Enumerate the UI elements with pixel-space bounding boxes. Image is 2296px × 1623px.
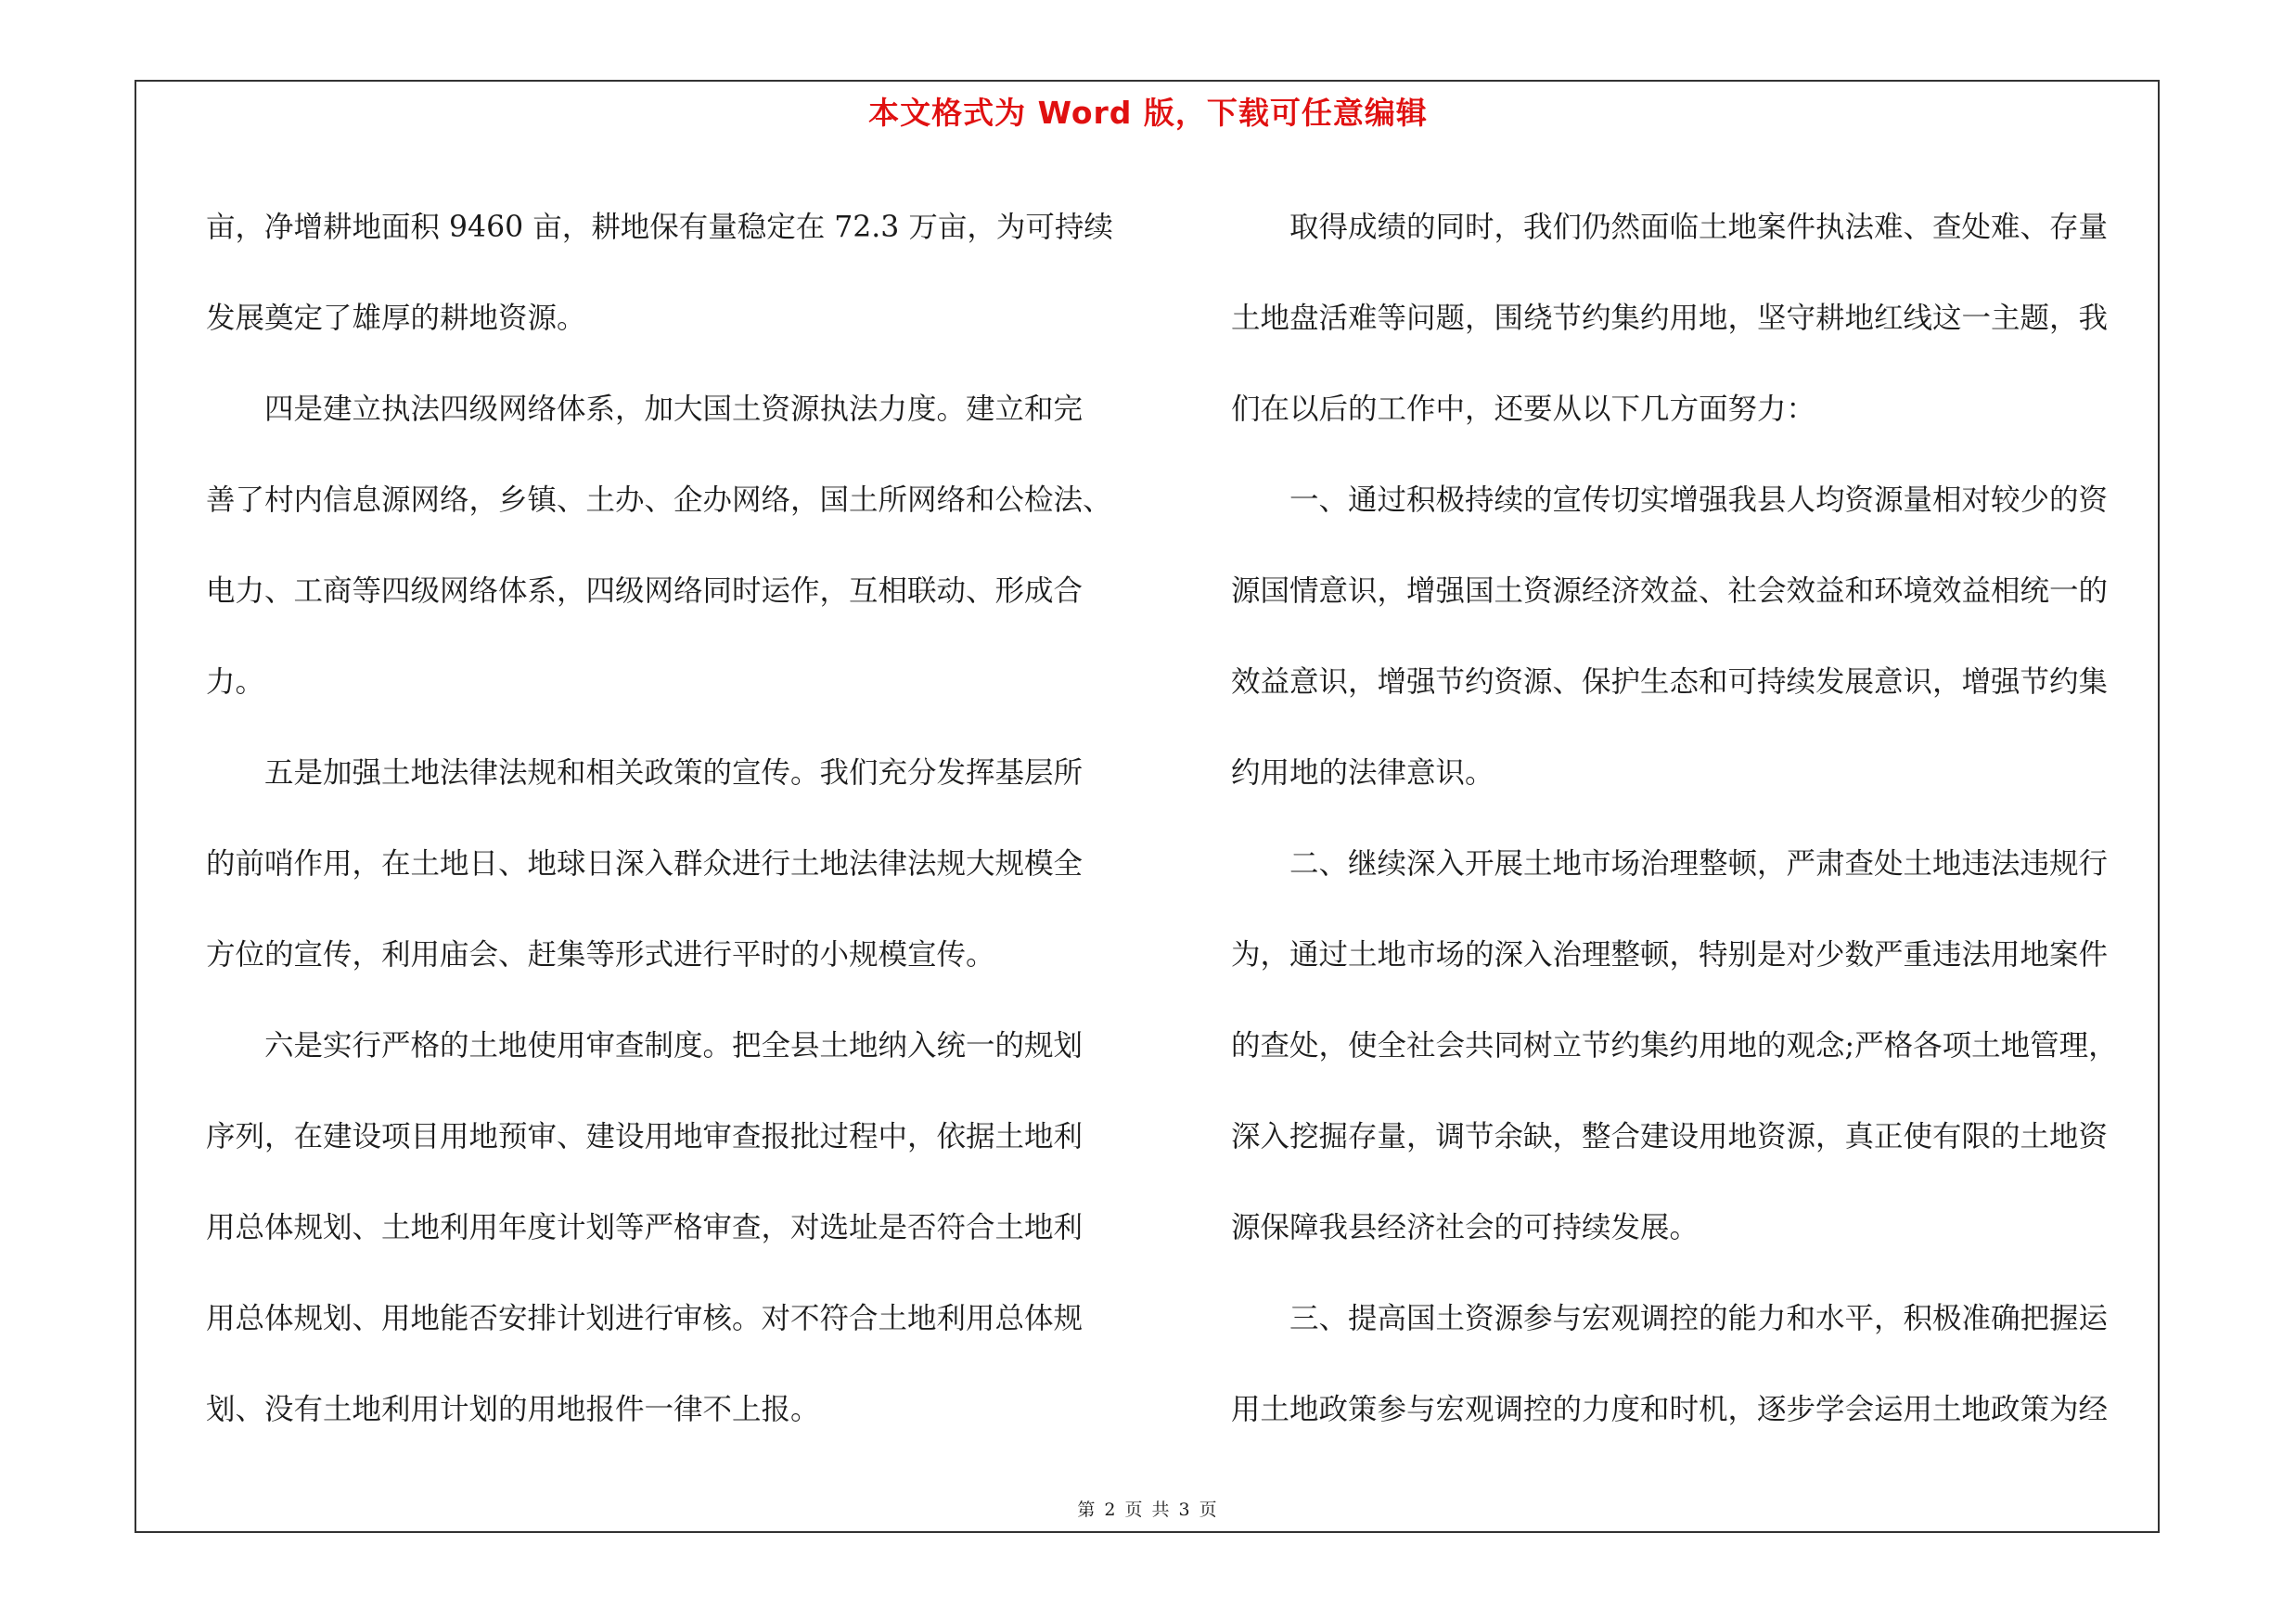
text-line: 用总体规划、用地能否安排计划进行审核。对不符合土地利用总体规	[206, 1302, 1084, 1335]
text-line: 力。	[206, 665, 265, 699]
text-line: 深入挖掘存量，调节余缺，整合建设用地资源，真正使有限的土地资	[1231, 1120, 2109, 1153]
text-line: 四是建立执法四级网络体系，加大国土资源执法力度。建立和完	[206, 393, 1084, 426]
right-column	[1231, 182, 2149, 1455]
text-line: 方位的宣传，利用庙会、赶集等形式进行平时的小规模宣传。	[206, 938, 995, 972]
text-line: 的前哨作用，在土地日、地球日深入群众进行土地法律法规大规模全	[206, 847, 1084, 881]
text-line: 三、提高国土资源参与宏观调控的能力和水平，积极准确把握运	[1231, 1302, 2109, 1335]
text-line: 序列，在建设项目用地预审、建设用地审查报批过程中，依据土地利	[206, 1120, 1084, 1153]
page-number-footer: 第 2 页 共 3 页	[1077, 1500, 1219, 1520]
text-line: 约用地的法律意识。	[1231, 756, 1494, 790]
text-line: 用总体规划、土地利用年度计划等严格审查，对选址是否符合土地利	[206, 1211, 1084, 1244]
text-line: 五是加强土地法律法规和相关政策的宣传。我们充分发挥基层所	[206, 756, 1084, 790]
header-banner: 本文格式为 Word 版，下载可任意编辑	[868, 95, 1428, 131]
left-column	[206, 182, 1124, 1455]
text-line: 划、没有土地利用计划的用地报件一律不上报。	[206, 1393, 820, 1426]
text-line: 亩，净增耕地面积 9460 亩，耕地保有量稳定在 72.3 万亩，为可持续	[206, 211, 1113, 244]
text-line: 土地盘活难等问题，围绕节约集约用地，坚守耕地红线这一主题，我	[1231, 302, 2109, 335]
text-line: 效益意识，增强节约资源、保护生态和可持续发展意识，增强节约集	[1231, 665, 2109, 699]
text-line: 取得成绩的同时，我们仍然面临土地案件执法难、查处难、存量	[1231, 211, 2109, 244]
text-line: 用土地政策参与宏观调控的力度和时机，逐步学会运用土地政策为经	[1231, 1393, 2109, 1426]
text-line: 的查处，使全社会共同树立节约集约用地的观念;严格各项土地管理，	[1231, 1029, 2118, 1063]
text-line: 源保障我县经济社会的可持续发展。	[1231, 1211, 1700, 1244]
text-line: 电力、工商等四级网络体系，四级网络同时运作，互相联动、形成合	[206, 574, 1084, 608]
text-line: 善了村内信息源网络，乡镇、土办、企办网络，国土所网络和公检法、	[206, 483, 1112, 517]
text-line: 为，通过土地市场的深入治理整顿，特别是对少数严重违法用地案件	[1231, 938, 2109, 972]
text-line: 六是实行严格的土地使用审查制度。把全县土地纳入统一的规划	[206, 1029, 1084, 1063]
text-line: 源国情意识，增强国土资源经济效益、社会效益和环境效益相统一的	[1231, 574, 2109, 608]
text-line: 一、通过积极持续的宣传切实增强我县人均资源量相对较少的资	[1231, 483, 2109, 517]
text-line: 二、继续深入开展土地市场治理整顿，严肃查处土地违法违规行	[1231, 847, 2109, 881]
text-line: 们在以后的工作中，还要从以下几方面努力：	[1231, 393, 1816, 426]
text-line: 发展奠定了雄厚的耕地资源。	[206, 302, 586, 335]
